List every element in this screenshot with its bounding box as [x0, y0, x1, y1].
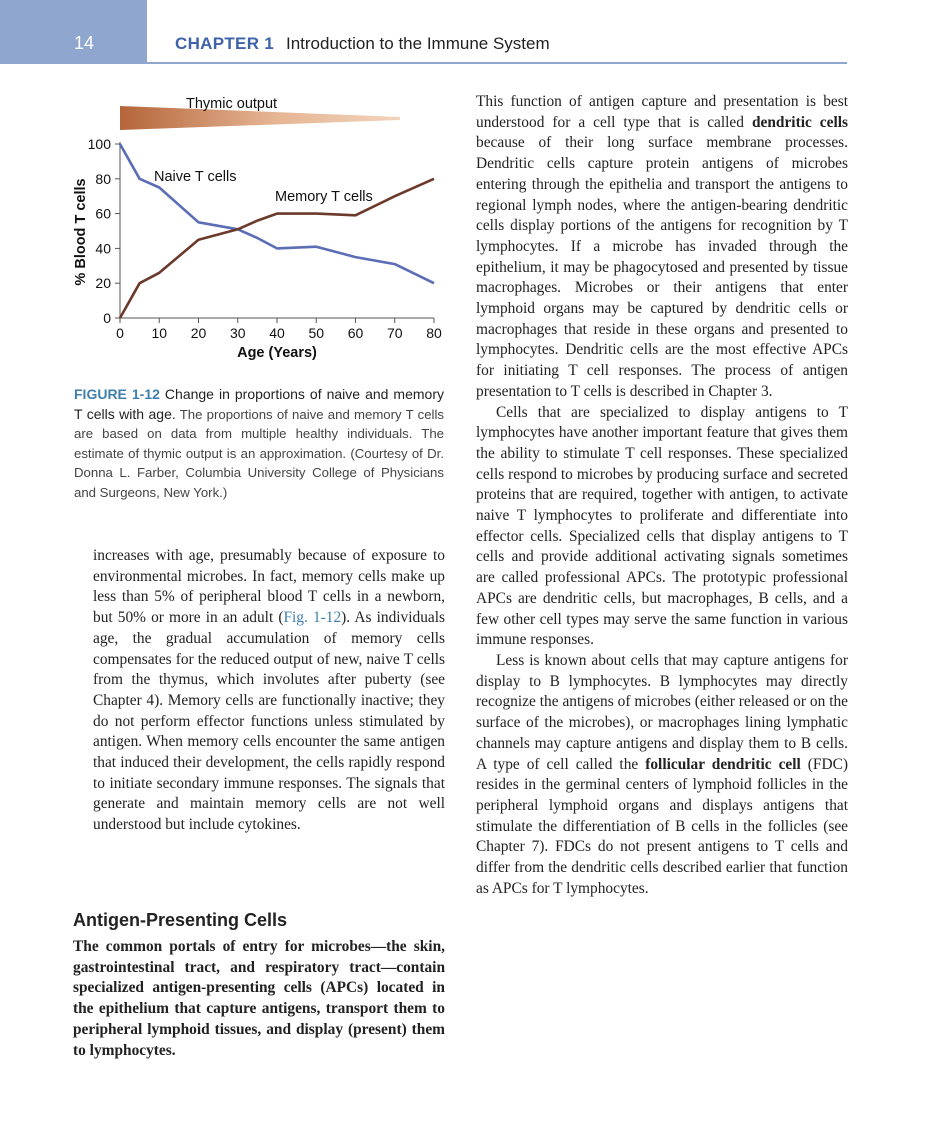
header-rule — [147, 62, 847, 64]
thymic-output-label: Thymic output — [186, 96, 278, 112]
paragraph — [93, 546, 445, 836]
y-tick-label: 0 — [103, 310, 111, 326]
y-tick-label: 20 — [95, 275, 111, 292]
bold-term: dendritic cells — [751, 113, 849, 131]
text-run: ). As individuals age, the gradual accumulation of memory cells compensates for the reduced output of new, naive T cells from the thymus, which involutes after puberty (see Chapter 4). Memory cells are functionally inactive; they do not perform effector functions unless stimulated by antigen. When memory cells encounter the same antigen that induced their development, the cells rapidly respond to initiate secondary immune responses. The signals that generate and maintain memory cells are not well understood but include cytokines. — [93, 609, 446, 834]
page-number-box — [0, 0, 147, 64]
y-axis-title: % Blood T cells — [73, 178, 89, 286]
caption-text: The proportions of naive and memory T cells are based on data from multiple healthy individuals. The estimate of thymic output is an approximation. (Courtesy of Dr. Donna L. Farber, Columbia University College of Physicians and Surgeons, New York.) — [74, 406, 445, 500]
paragraph: Cells that are specialized to display antigens to T lymphocytes have another important feature that gives them the ability to stimulate T cell responses. These specialized cells respond to microbes by producing surface and secreted proteins that are required, together with antigen, to activate naive T lymphocytes to proliferate and differentiate into effector cells. Specialized cells that display antigens to T cells and provide additional activating signals sometimes are called professional APCs. The prototypic professional APCs are dendritic cells, but macrophages, B cells, and a few other cell types may serve the same function in various immune responses. — [476, 403, 848, 649]
x-tick-label: 50 — [308, 325, 325, 341]
figure-link[interactable]: Fig. 1-12 — [283, 609, 342, 627]
figure-chart — [66, 86, 456, 366]
y-tick-label: 100 — [87, 136, 111, 152]
x-tick-label: 30 — [229, 325, 246, 341]
x-tick-label: 40 — [269, 325, 285, 341]
x-tick-label: 0 — [116, 325, 124, 341]
chapter-label: CHAPTER 1 — [175, 34, 275, 53]
right-column-text — [476, 92, 848, 899]
text-run: Less is known about cells that may capture antigens for display to B lymphocytes. B lymphocytes may directly recognize the antigens of microbes (either released or on the surface of the microbes), or macrophages lining lymphatic channels may capture antigens and display them to B cells. A type of cell called the — [476, 651, 848, 773]
y-tick-label: 40 — [95, 240, 111, 257]
text-run: increases with age, presumably because of exposure to environmental microbes. In fact, memory cells make up less than 5% of peripheral blood T cells in a newborn, but 50% or more in an adult ( — [93, 547, 445, 627]
page-number: 14 — [74, 33, 95, 53]
left-column-text — [93, 546, 445, 836]
x-axis-title: Age (Years) — [237, 345, 317, 361]
text-run: This function of antigen capture and presentation is best understood for a cell type that is called — [476, 93, 848, 131]
caption-figure-label: FIGURE 1-12 — [74, 386, 160, 402]
section-heading: Antigen-Presenting Cells — [73, 910, 288, 930]
y-tick-label: 80 — [95, 170, 111, 187]
x-tick-label: 70 — [386, 325, 403, 341]
chart-svg — [66, 86, 456, 366]
x-tick-label: 10 — [151, 325, 168, 341]
x-tick-label: 60 — [347, 325, 364, 341]
text-run: (FDC) resides in the germinal centers of lymphoid follicles in the peripheral lymphoid organs and displays antigens that stimulate the differentiation of B cells in the follicles (see Chapter 7). FDCs do not present antigens to T cells and differ from the dendritic cells described earlier that function as APCs for T lymphocytes. — [476, 755, 848, 897]
memory-series-label: Memory T cells — [275, 189, 373, 205]
caption-lead: Change in proportions of naive and memory T cells with age. — [74, 386, 444, 422]
chapter-title: Introduction to the Immune System — [286, 34, 550, 53]
bold-term: follicular dendritic cell — [645, 755, 801, 773]
x-tick-label: 20 — [190, 325, 207, 341]
naive-series-label: Naive T cells — [154, 169, 237, 185]
text-run: because of their long surface membrane processes. Dendritic cells capture protein antigens of microbes entering through the epithelia and transport the antigens to regional lymph nodes, where the antigen-bearing dendritic cells display portions of the antigens for recognition by T lymphocytes. If a microbe has invaded through the epithelium, it may be phagocytosed and presented by tissue macrophages. Microbes or their antigens that enter lymphoid organs may be captured by dendritic cells or macrophages that reside in these organs and presented to lymphocytes. Dendritic cells are the most effective APCs for initiating T cell responses. The process of antigen presentation to T cells is described in Chapter 3. — [476, 134, 848, 400]
paragraph — [476, 651, 848, 899]
x-tick-label: 80 — [426, 325, 442, 341]
section-intro-bold: The common portals of entry for microbes—the skin, gastrointestinal tract, and respiratory tract—contain specialized antigen-presenting cells (APCs) located in the epithelium that capture antigens, transport them to peripheral lymphoid tissues, and display (present) them to lymphocytes. — [73, 938, 445, 1059]
figure-caption — [74, 385, 444, 502]
paragraph — [476, 92, 848, 403]
y-tick-label: 60 — [95, 205, 111, 222]
